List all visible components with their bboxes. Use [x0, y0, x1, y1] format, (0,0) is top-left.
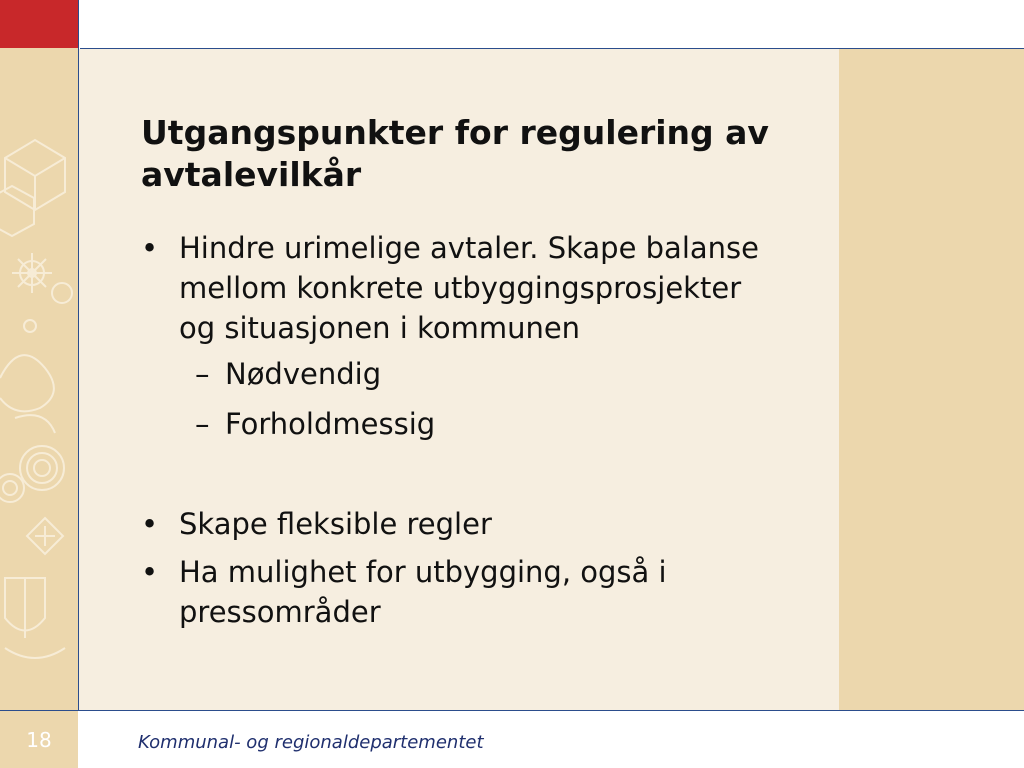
top-bar — [80, 0, 1024, 48]
bullet-list — [141, 228, 781, 640]
bullet-item — [141, 228, 781, 496]
bullet-item: • Ha mulighet for utbygging, også i pressområder — [141, 552, 781, 632]
brand-red-block — [0, 0, 78, 48]
footer-department: Kommunal- og regionaldepartementet — [138, 732, 484, 753]
bullet-text: Hindre urimelige avtaler. Skape balanse mellom konkrete utbyggingsprosjekter og situasjonen i kommunen — [179, 231, 759, 345]
sub-bullet-list — [179, 354, 781, 444]
bullet-item: • Skape fleksible regler — [141, 504, 781, 544]
slide-number: 18 — [26, 728, 52, 752]
slide-title: Utgangspunkter for regulering av avtalevilkår — [141, 113, 769, 194]
sub-bullet-item: – Forholdmessig — [179, 404, 781, 444]
decorative-side-panel — [0, 48, 78, 710]
decorative-pattern-icon — [0, 48, 78, 710]
right-side-panel — [839, 49, 1024, 710]
sub-bullet-item: – Nødvendig — [179, 354, 781, 394]
